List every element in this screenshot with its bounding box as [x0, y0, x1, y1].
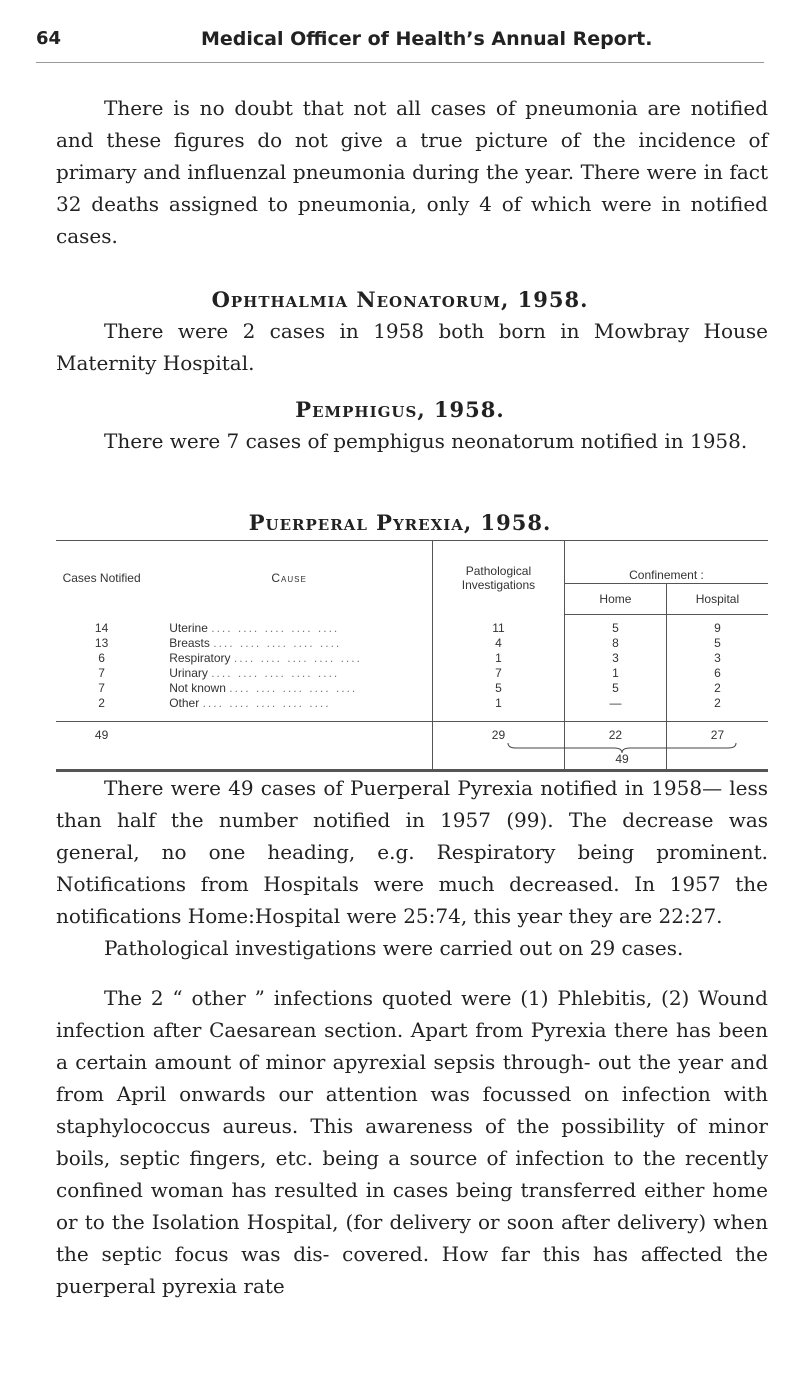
page-number: 64: [36, 28, 62, 49]
cell-pathological: 11: [432, 615, 564, 637]
table-row: [56, 615, 768, 637]
puerperal-paragraph-2: Pathological investigations were carried out on 29 cases.: [104, 936, 684, 960]
table-row: [56, 696, 768, 722]
total-cause-blank: [147, 722, 432, 771]
header-confinement: Confinement :: [564, 541, 768, 584]
pneumonia-paragraph: There is no doubt that not all cases of pneumonia are notified and these figures do not give a true picture of the incidence of primary and influenzal pneumonia during the year. There were in fact 32 deaths assigned to pneumonia, only 4 of which were in notified cases.: [56, 96, 768, 248]
cell-pathological: 7: [432, 666, 564, 681]
cell-home: 5: [564, 681, 666, 696]
ophthalmia-heading: Ophthalmia Neonatorum, 1958.: [211, 287, 589, 312]
confinement-total: 49: [615, 752, 629, 766]
cell-cases: 14: [94, 620, 109, 635]
table-row: [56, 666, 768, 681]
cell-hospital: 2: [666, 696, 768, 722]
cell-hospital: 2: [666, 681, 768, 696]
cell-home: —: [564, 696, 666, 722]
header-home: Home: [564, 584, 666, 615]
cell-home: 5: [564, 615, 666, 637]
header-hospital: Hospital: [666, 584, 768, 615]
cell-cases: 7: [98, 666, 105, 680]
cell-cause: [147, 636, 432, 651]
leader-dots: .... .... .... .... ....: [202, 696, 331, 710]
header-cases: Cases Notified: [56, 541, 147, 615]
running-title: Medical Officer of Health’s Annual Report.: [201, 28, 653, 50]
puerperal-paragraph-1: There were 49 cases of Puerperal Pyrexia notified in 1958— less than half the number notified in 1957 (99). The decrease was general, no one heading, e.g. Respiratory being prominent. Notifications from Hospitals were much decreased. In 1957 the notifications Home:Hospital were 25:74, this year they are 22:27.: [56, 776, 768, 928]
header-cause: Cause: [147, 541, 432, 615]
cell-hospital: 6: [666, 666, 768, 681]
pemphigus-heading: Pemphigus, 1958.: [295, 397, 505, 422]
leader-dots: .... .... .... .... ....: [233, 651, 362, 665]
cell-cases: 13: [94, 636, 109, 650]
cell-home: 1: [564, 666, 666, 681]
ophthalmia-paragraph: There were 2 cases in 1958 both born in Mowbray House Maternity Hospital.: [56, 319, 768, 375]
cause-label: Respiratory: [169, 651, 231, 665]
table-row: [56, 681, 768, 696]
cell-pathological: 1: [432, 651, 564, 666]
cause-label: Other: [169, 696, 200, 710]
cause-label: Breasts: [169, 636, 210, 650]
puerperal-table: [56, 540, 768, 772]
cell-cause: [147, 696, 432, 722]
cell-cases: 2: [98, 696, 105, 710]
puerperal-paragraph-3: The 2 “ other ” infections quoted were (1) Phlebitis, (2) Wound infection after Caesarean section. Apart from Pyrexia there has been a certain amount of minor apyrexial sepsis through- out the year and from April onwards our attention was focussed on infection with staphylococcus aureus. This awareness of the possibility of minor boils, septic fingers, etc. being a source of infection to the recently confined woman has resulted in cases being transferred either home or to the Isolation Hospital, (for delivery or soon after delivery) when the septic focus was dis- covered. How far this has affected the puerperal pyrexia rate: [56, 986, 768, 1298]
total-cases: 49: [56, 722, 147, 771]
cell-pathological: 5: [432, 681, 564, 696]
total-home: 22: [564, 722, 666, 771]
header-rule: [36, 62, 764, 63]
cause-label: Not known: [169, 681, 226, 695]
total-pathological: 29: [432, 722, 564, 771]
total-hospital: 27: [666, 722, 768, 771]
table-row: [56, 651, 768, 666]
cell-pathological: 4: [432, 636, 564, 651]
cell-home: 3: [564, 651, 666, 666]
cell-hospital: 5: [666, 636, 768, 651]
page-header: [36, 28, 764, 58]
leader-dots: .... .... .... .... ....: [211, 620, 340, 635]
table-row: [56, 636, 768, 651]
leader-dots: .... .... .... .... ....: [211, 666, 340, 680]
cell-cause: [147, 615, 432, 637]
cell-cases: 6: [98, 651, 105, 665]
cell-cause: [147, 681, 432, 696]
cell-cause: [147, 651, 432, 666]
leader-dots: .... .... .... .... ....: [213, 636, 342, 650]
leader-dots: .... .... .... .... ....: [229, 681, 358, 695]
cell-cause: [147, 666, 432, 681]
header-pathological: Pathological Investigations: [432, 541, 564, 615]
cell-home: 8: [564, 636, 666, 651]
cell-pathological: 1: [432, 696, 564, 722]
cell-hospital: 3: [666, 651, 768, 666]
cause-label: Uterine: [169, 620, 208, 635]
puerperal-heading: Puerperal Pyrexia, 1958.: [248, 510, 552, 535]
cell-hospital: 9: [666, 615, 768, 637]
pemphigus-paragraph: There were 7 cases of pemphigus neonatorum notified in 1958.: [104, 429, 748, 453]
cause-label: Urinary: [169, 666, 208, 680]
cell-cases: 7: [98, 681, 105, 695]
